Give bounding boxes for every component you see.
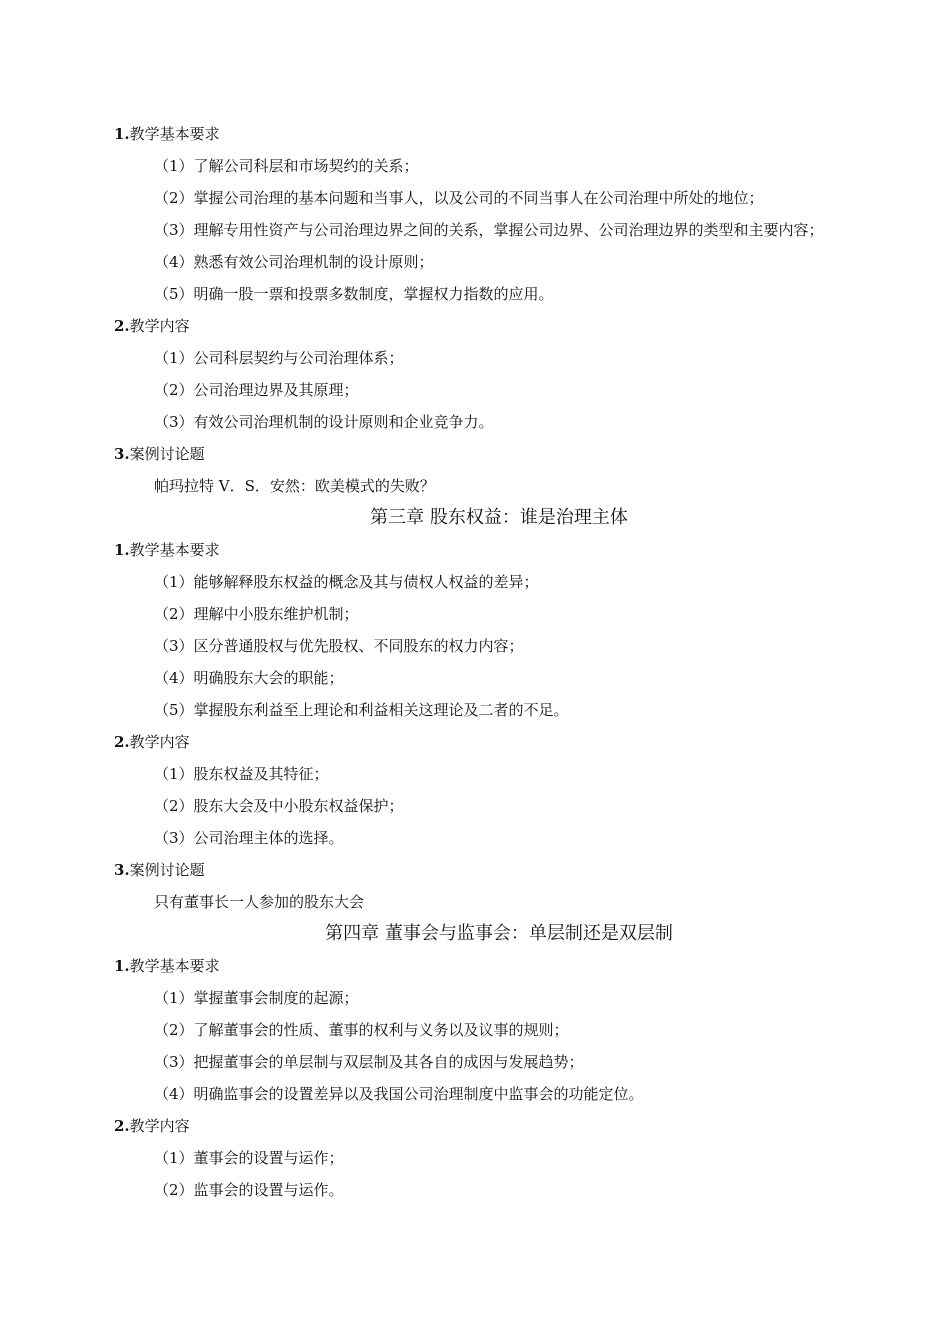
list-item: （4）明确股东大会的职能； [154,669,344,687]
heading-number: 1. [114,541,130,559]
list-item: （2）监事会的设置与运作。 [154,1181,344,1199]
list-item: （3）有效公司治理机制的设计原则和企业竞争力。 [154,413,494,431]
list-item: （2）了解董事会的性质、董事的权利与义务以及议事的规则； [154,1021,569,1039]
section-heading-case [114,854,864,886]
chapter-title: 第四章 董事会与监事会：单层制还是双层制 [325,923,673,944]
heading-text: 教学基本要求 [129,125,220,143]
heading-number: 3. [114,445,130,463]
list-item: （5）明确一股一票和投票多数制度，掌握权力指数的应用。 [154,285,554,303]
heading-text: 教学内容 [129,1117,190,1135]
list-item: （1）了解公司科层和市场契约的关系； [154,157,419,175]
heading-text: 教学基本要求 [129,957,220,975]
list-item: （4）熟悉有效公司治理机制的设计原则； [154,253,434,271]
heading-text: 教学内容 [129,733,190,751]
list-item: （3）公司治理主体的选择。 [154,829,344,847]
section-heading-requirements [114,950,864,982]
list-item: （2）公司治理边界及其原理； [154,381,359,399]
heading-text: 案例讨论题 [129,861,205,879]
heading-number: 1. [114,125,130,143]
heading-number: 3. [114,861,130,879]
document-body [114,118,864,1206]
section-heading-requirements [114,534,864,566]
list-item: （3）区分普通股权与优先股权、不同股东的权力内容； [154,637,524,655]
heading-number: 1. [114,957,130,975]
list-item: （1）掌握董事会制度的起源； [154,989,359,1007]
list-item: （3）把握董事会的单层制与双层制及其各自的成因与发展趋势； [154,1053,584,1071]
section-heading-content [114,1110,864,1142]
list-item: （3）理解专用性资产与公司治理边界之间的关系，掌握公司边界、公司治理边界的类型和主要内容； [154,221,824,239]
heading-number: 2. [114,1117,130,1135]
heading-text: 案例讨论题 [129,445,205,463]
section-heading-content [114,726,864,758]
list-item: （2）股东大会及中小股东权益保护； [154,797,404,815]
list-item: （1）董事会的设置与运作； [154,1149,344,1167]
list-item: （2）掌握公司治理的基本问题和当事人，以及公司的不同当事人在公司治理中所处的地位； [154,189,764,207]
list-item: （4）明确监事会的设置差异以及我国公司治理制度中监事会的功能定位。 [154,1085,644,1103]
case-title: 帕玛拉特 V．S．安然：欧美模式的失败？ [154,477,435,495]
heading-number: 2. [114,733,130,751]
list-item: （1）能够解释股东权益的概念及其与债权人权益的差异； [154,573,539,591]
section-heading-requirements [114,118,864,150]
heading-number: 2. [114,317,130,335]
chapter-title: 第三章 股东权益：谁是治理主体 [370,507,628,528]
section-heading-case [114,438,864,470]
list-item: （2）理解中小股东维护机制； [154,605,359,623]
list-item: （5）掌握股东利益至上理论和利益相关这理论及二者的不足。 [154,701,569,719]
list-item: （1）公司科层契约与公司治理体系； [154,349,404,367]
heading-text: 教学基本要求 [129,541,220,559]
section-heading-content [114,310,864,342]
case-title: 只有董事长一人参加的股东大会 [154,893,365,911]
heading-text: 教学内容 [129,317,190,335]
list-item: （1）股东权益及其特征； [154,765,329,783]
